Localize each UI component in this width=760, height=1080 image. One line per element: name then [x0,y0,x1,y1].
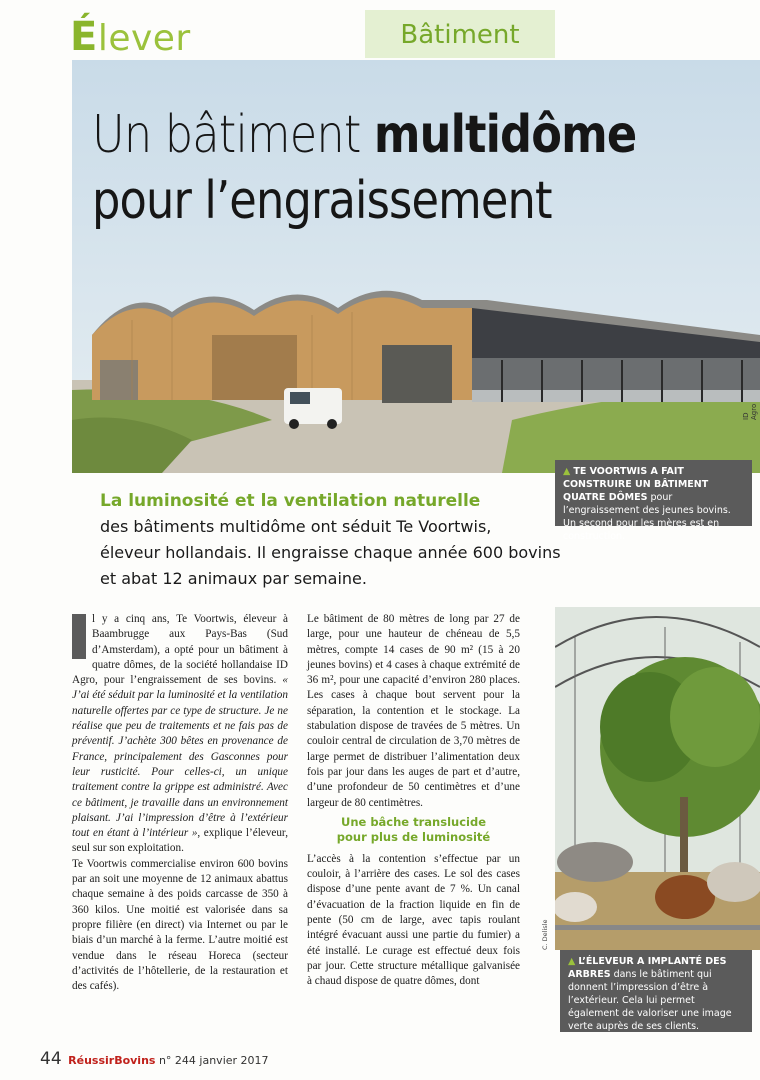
article-lead [100,488,561,592]
section-rest: lever [97,18,191,59]
article-title [92,102,725,234]
side-photo [555,607,760,950]
triangle-icon: ▲ [563,466,571,477]
triangle-icon: ▲ [568,956,576,967]
lead-line-2: éleveur hollandais. Il engraisse chaque année 600 bovins [100,543,561,562]
title-line-2: pour l’engraissement [92,171,552,231]
title-part-a: Un bâtiment [92,105,361,165]
paragraph: L’accès à la contention s’effectue par un couloir, à l’arrière des cases. Le sol des cases dispose d’une pente avant de 7 %. Un canal d’évacuation de la fraction liquide en fin de pente (50 cm de large, avec tapis roulant intégré évacuant aussi une partie du fumier) a été installé. Le curage est effectué deux fois par jour. Cette structure métallique galvanisée à chaud dispose de quatre dômes, dont [307,852,520,988]
title-part-b: multidôme [373,105,637,165]
side-photo-caption [560,950,752,1032]
page-number: 44 [40,1049,62,1069]
section-heading [70,14,191,60]
main-photo-credit: ID Agro [742,403,758,420]
lead-highlight: La luminosité et la ventilation naturelle [100,491,481,511]
rubric-label: Bâtiment [400,20,520,50]
side-photo-credit: C. Delisle [541,919,549,950]
caption-text: dans le bâtiment qui donnent l’impression d’être à l’extérieur. Cela lui permet également de valoriser une image verte auprès de ses clients. [568,969,732,1032]
drop-cap [72,614,86,659]
paragraph: l y a cinq ans, Te Voortwis, éleveur à Baambrugge aux Pays-Bas (Sud d’Amsterdam), a opté pour un bâtiment à quatre dômes, de la société hollandaise ID Agro, pour l’engraissement de ses bovins. « J’ai été séduit par la luminosité et la ventilation naturelle offertes par ce type de structure. Je ne réalise que peu de traitements et ne fais pas de préventif. J’achète 300 bêtes en provenance de France, principalement des Gasconnes pour leur rusticité. Pour celles-ci, un unique traitement contre la grippe est administré. Avec ce bâtiment, je travaille dans un environnement plaisant. J’ai l’impression d’être à l’extérieur tout en étant à l’intérieur », explique l’éleveur, seul sur son exploitation. [72,613,289,855]
rubric-tab [365,10,555,58]
subheading: Une bâche translucide pour plus de luminosité [336,814,491,844]
page-footer [40,1049,269,1069]
main-photo-caption [555,460,752,542]
caption-text: pour l’engraissement des jeunes bovins. Un second pour les mères est en construction. [563,492,731,542]
issue-info: n° 244 janvier 2017 [158,1054,269,1067]
caption-bold: L’ÉLEVEUR A IMPLANTÉ DES ARBRES [568,956,727,980]
paragraph: Le bâtiment de 80 mètres de long par 27 de large, pour une hauteur de chéneau de 5,5 mètres, compte 14 cases de 90 m² (15 à 20 jeunes bovins) et 4 cases à chaque extrémité de 36 m², pour une capacité d’environ 280 places. Les cases à chaque bout servent pour la séparation, la contention et le stockage. La stabulation dispose de travées de 5 mètres. Un couloir central de circulation de 3,70 mètres de large permet de distribuer l’alimentation deux fois par jour dans les auges de part et d’autre, d’une profondeur de 50 centimètres et d’une largeur de 80 centimètres. [307,613,520,809]
body-column-2 [307,612,520,990]
lead-line-1: des bâtiments multidôme ont séduit Te Voortwis, [100,517,492,536]
lead-line-3: et abat 12 animaux par semaine. [100,569,367,588]
section-letter: É [70,14,98,60]
quote: « J’ai été séduit par la luminosité et la ventilation naturelle offertes par ce type de structure. Je ne réalise que peu de traitements et ne fais pas de préventif. J’achète 300 bêtes en provenance de France, principalement des Gasconnes pour leur rusticité. Pour celles-ci, un unique traitement contre la grippe est administré. Avec ce bâtiment, je travaille dans un environnement plaisant. J’ai l’impression d’être à l’extérieur tout en étant à l’intérieur » [72,674,288,840]
body-column-1 [72,612,288,994]
caption-bold: TE VOORTWIS A FAIT CONSTRUIRE UN BÂTIMENT QUATRE DÔMES [563,466,709,503]
magazine-name: RéussirBovins [68,1054,156,1067]
paragraph: Te Voortwis commercialise environ 600 bovins par an soit une moyenne de 12 animaux abattus chaque semaine à des poids carcasse de 350 à 360 kilos. Une moitié est valorisée dans sa propre filière (en direct) via Internet ou par le biais d’un marché à la ferme. L’autre moitié est vendue dans le réseau Horeca (secteur d’activités de l’hôtellerie, de la restauration et des cafés). [72,857,288,993]
